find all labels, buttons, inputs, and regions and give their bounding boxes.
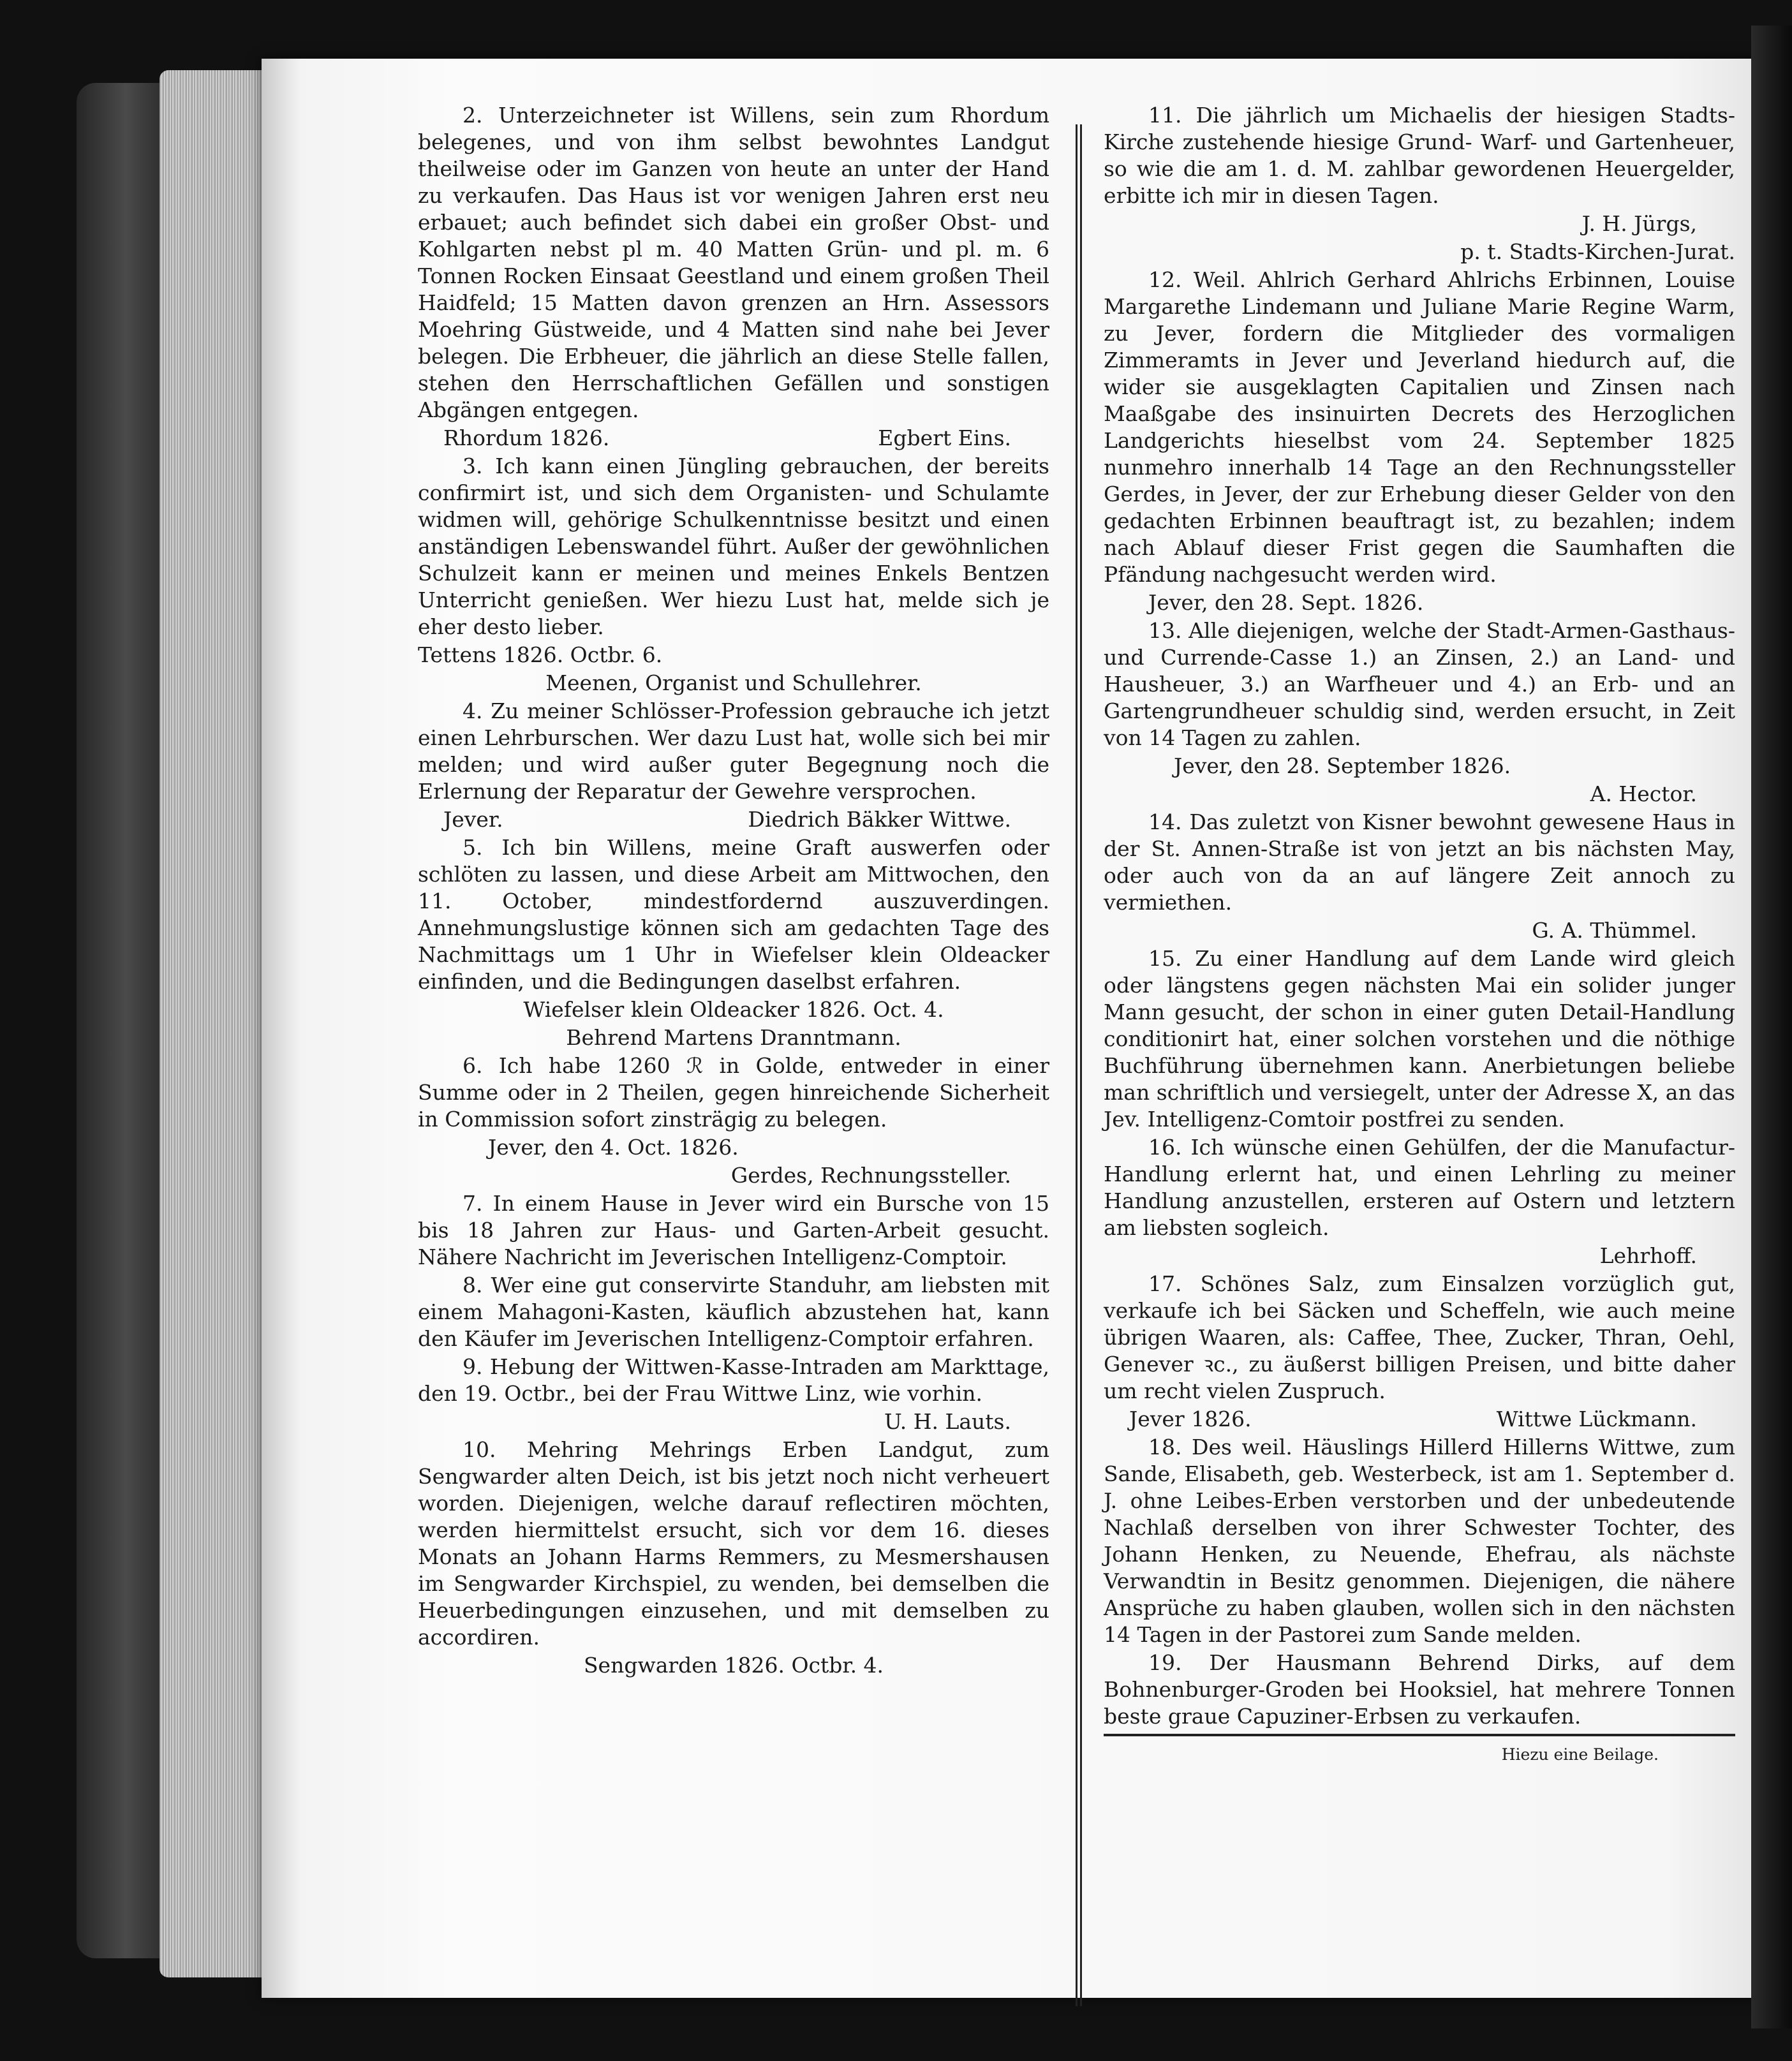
book-cover-edge (77, 83, 166, 1958)
notice-8: 8. Wer eine gut conservirte Standuhr, am liebsten mit einem Mahagoni-Kasten, käuflich abzustehen hat, kann den Käufer im Jeverischen Intelligenz-Comptoir erfahren. (418, 1273, 1049, 1351)
notice-9-signer: U. H. Lauts. (884, 1409, 1011, 1434)
notice-17-place: Jever 1826. (1129, 1407, 1252, 1431)
notice-16-signer: Lehrhoff. (1599, 1243, 1697, 1268)
notice-16: 16. Ich wünsche einen Gehülfen, der die Manufactur-Handlung erlernt hat, und einen Lehrling zu meiner Handlung anzustellen, ersteren auf Ostern und letztern am liebsten sogleich. (1104, 1135, 1735, 1240)
notice-2-signature (418, 425, 1049, 452)
notice-4-place: Jever. (443, 807, 503, 832)
notice-9: 9. Hebung der Wittwen-Kasse-Intraden am Markttage, den 19. Octbr., bei der Frau Wittwe Linz, wie vorhin. (418, 1354, 1049, 1406)
notice-7: 7. In einem Hause in Jever wird ein Bursche von 15 bis 18 Jahren zur Haus- und Garten-Arbeit gesucht. Nähere Nachricht im Jeverischen Intelligenz-Comptoir. (418, 1191, 1049, 1269)
notice-17: 17. Schönes Salz, zum Einsalzen vorzüglich gut, verkaufe ich bei Säcken und Scheffeln, wie auch meine übrigen Waaren, als: Caffee, Thee, Zucker, Thran, Oehl, Genever ꝛc., zu äußerst billigen Preisen, und bitte daher um recht vielen Zuspruch. (1104, 1271, 1735, 1403)
notice-2: 2. Unterzeichneter ist Willens, sein zum Rhordum belegenes, und von ihm selbst bewohntes Landgut theilweise oder im Ganzen von heute an unter der Hand zu verkaufen. Das Haus ist vor wenigen Jahren erst neu erbauet; auch befindet sich dabei ein großer Obst- und Kohlgarten nebst pl m. 40 Matten Grün- und pl. m. 6 Tonnen Rocken Einsaat Geestland und einem großen Theil Haidfeld; 15 Matten davon grenzen an Hrn. Assessors Moehring Güstweide, und 4 Matten sind nahe bei Jever belegen. Die Erbheuer, die jährlich an diese Stelle fallen, stehen den Herrschaftlichen Gefällen und sonstigen Abgängen entgegen. (418, 103, 1049, 422)
notice-6-signer: Gerdes, Rechnungssteller. (730, 1163, 1011, 1188)
notice-14-signer: G. A. Thümmel. (1532, 918, 1697, 943)
notice-2-signer: Egbert Eins. (878, 425, 1011, 450)
notice-18: 18. Des weil. Häuslings Hillerd Hillerns Wittwe, zum Sande, Elisabeth, geb. Westerbeck, ist am 1. September d. J. ohne Leibes-Erben verstorben und der unbedeutende Nachlaß derselben von ihrer Schwester Tochter, des Johann Henken, zu Neuende, Ehefrau, als nächste Verwandtin in Besitz genommen. Diejenigen, die nähere Ansprüche zu haben glauben, wollen sich in den nächsten 14 Tagen in der Pastorei zum Sande melden. (1104, 1435, 1735, 1647)
notice-17-signer: Wittwe Lückmann. (1496, 1407, 1697, 1431)
notice-12-place: Jever, den 28. Sept. 1826. (1148, 590, 1424, 615)
notice-11-signer: J. H. Jürgs, (1581, 211, 1697, 236)
left-column (418, 102, 1049, 1680)
notice-19: 19. Der Hausmann Behrend Dirks, auf dem Bohnenburger-Groden bei Hooksiel, hat mehrere Tonnen beste graue Capuziner-Erbsen zu verkaufen. (1104, 1650, 1735, 1729)
notice-2-place: Rhordum 1826. (443, 425, 610, 450)
page-stack-edges (159, 70, 268, 1977)
notice-3: 3. Ich kann einen Jüngling gebrauchen, der bereits confirmirt ist, und sich dem Organisten- und Schulamte widmen will, gehörige Schulkenntnisse besitzt und einen anständigen Lebenswandel führt. Außer der gewöhnlichen Schulzeit kann er meinen und meines Enkels Bentzen Unterricht genießen. Wer hiezu Lust hat, melde sich je eher desto lieber. (418, 454, 1049, 639)
notice-4-signature (418, 806, 1049, 833)
notice-17-signature (1104, 1406, 1735, 1433)
footer-note: Hiezu eine Beilage. (1501, 1745, 1659, 1764)
notice-5-signer: Behrend Martens Dranntmann. (566, 1025, 901, 1050)
notice-11-signer-title: p. t. Stadts-Kirchen-Jurat. (1460, 239, 1735, 264)
notice-6: 6. Ich habe 1260 ℛ in Golde, entweder in einer Summe oder in 2 Theilen, gegen hinreichende Sicherheit in Commission sofort zinsträgig zu belegen. (418, 1053, 1049, 1132)
bottom-rule (1104, 1734, 1735, 1736)
notice-4: 4. Zu meiner Schlösser-Profession gebrauche ich jetzt einen Lehrburschen. Wer dazu Lust hat, wolle sich bei mir melden; und wird außer guter Begegnung noch die Erlernung der Reparatur der Gewehre versprochen. (418, 698, 1049, 804)
notice-13: 13. Alle diejenigen, welche der Stadt-Armen-Gasthaus- und Currende-Casse 1.) an Zinsen, 2.) an Land- und Hausheuer, 3.) an Warfheuer und 4.) an Erb- und an Gartengrundheuer schuldig sind, werden ersucht, in Zeit von 14 Tagen zu zahlen. (1104, 618, 1735, 750)
notice-13-signer: A. Hector. (1590, 781, 1697, 806)
notice-5-place: Wiefelser klein Oldeacker 1826. Oct. 4. (523, 997, 944, 1022)
notice-15: 15. Zu einer Handlung auf dem Lande wird gleich oder längstens gegen nächsten Mai ein solider junger Mann gesucht, der schon in einer guten Detail-Handlung conditionirt hat, einer solchen vorstehen und die nöthige Buchführung übernehmen kann. Anerbietungen beliebe man schriftlich und versiegelt, unter der Adresse X, an das Jev. Intelligenz-Comtoir postfrei zu senden. (1104, 946, 1735, 1132)
notice-5: 5. Ich bin Willens, meine Graft auswerfen oder schlöten zu lassen, und diese Arbeit am Mittwochen, den 11. October, mindestfordernd auszuverdingen. Annehmungslustige können sich am gedachten Tage des Nachmittags um 1 Uhr in Wiefelser klein Oldeacker einfinden, und die Bedingungen daselbst erfahren. (418, 835, 1049, 994)
column-divider (1076, 124, 1082, 2006)
notice-3-signer: Meenen, Organist und Schullehrer. (545, 670, 922, 695)
right-column (1104, 102, 1735, 1769)
notice-4-signer: Diedrich Bäkker Wittwe. (748, 807, 1011, 832)
notice-12: 12. Weil. Ahlrich Gerhard Ahlrichs Erbinnen, Louise Margarethe Lindemann und Juliane Marie Regine Warm, zu Jever, fordern die Mitglieder des vormaligen Zimmeramts in Jever und Jeverland hiedurch auf, die wider sie ausgeklagten Capitalien und Zinsen nach Maaßgabe des insinuirten Decrets des Herzoglichen Landgerichts hieselbst vom 24. September 1825 nunmehro innerhalb 14 Tage an den Rechnungssteller Gerdes, in Jever, der zur Erhebung dieser Gelder von den gedachten Erbinnen beauftragt ist, zu bezahlen; indem nach Ablauf dieser Frist gegen die Saumhaften die Pfändung nachgesucht werden wird. (1104, 267, 1735, 587)
notice-14: 14. Das zuletzt von Kisner bewohnt gewesene Haus in der St. Annen-Straße ist von jetzt an bis nächsten May, oder auch von da an auf längere Zeit annoch zu vermiethen. (1104, 809, 1735, 915)
notice-10: 10. Mehring Mehrings Erben Landgut, zum Sengwarder alten Deich, ist bis jetzt noch nicht verheuert worden. Diejenigen, welche darauf reflectiren möchten, werden hiermittelst ersucht, sich vor dem 16. dieses Monats an Johann Harms Remmers, zu Mesmershausen im Sengwarder Kirchspiel, zu wenden, bei demselben die Heuerbedingungen einzusehen, und mit demselben zu accordiren. (418, 1437, 1049, 1650)
notice-11: 11. Die jährlich um Michaelis der hiesigen Stadts-Kirche zustehende hiesige Grund- Warf- und Gartenheuer, so wie die am 1. d. M. zahlbar gewordenen Heuergelder, erbitte ich mir in diesen Tagen. (1104, 103, 1735, 208)
notice-3-place: Tettens 1826. Octbr. 6. (418, 642, 663, 667)
notice-13-place: Jever, den 28. September 1826. (1174, 753, 1511, 778)
notice-10-place: Sengwarden 1826. Octbr. 4. (583, 1653, 884, 1678)
notice-6-place: Jever, den 4. Oct. 1826. (488, 1135, 739, 1160)
right-shadow (1751, 26, 1792, 2028)
